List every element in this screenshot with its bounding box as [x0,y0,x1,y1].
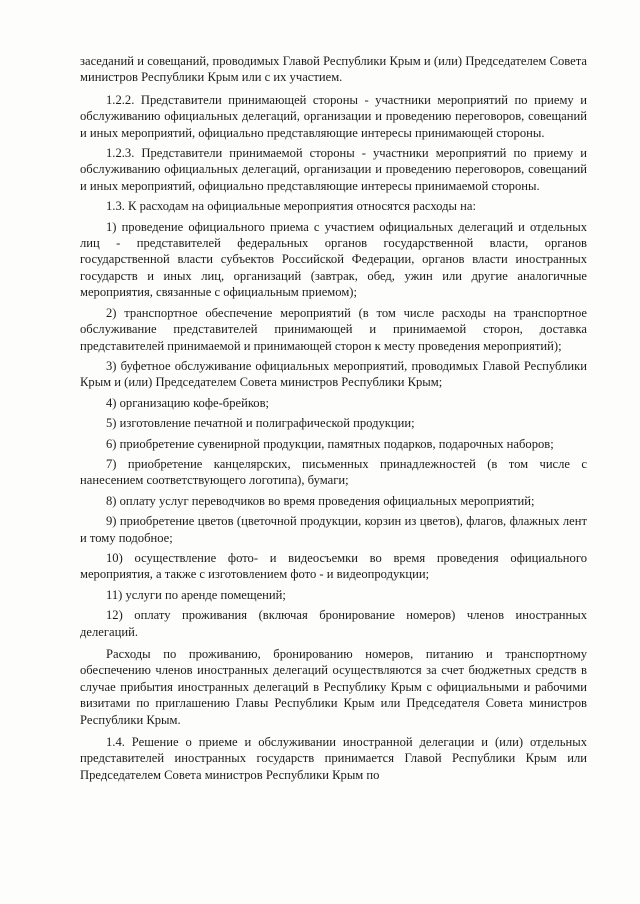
paragraph-1-2-2: 1.2.2. Представители принимающей стороны - участники мероприятий по приему и обслуживанию официальных делегаций, организации и проведению переговоров, совещаний и иных мероприятий, официально представляющие интересы принимающей стороны. [80,92,587,140]
list-item-11: 11) услуги по аренде помещений; [106,587,286,602]
paragraph-continuation: заседаний и совещаний, проводимых Главой Республики Крым и (или) Председателем Совета министров Республики Крым или с их участием. [80,54,587,85]
list-item-9: 9) приобретение цветов (цветочной продукции, корзин из цветов), флагов, флажных лент и тому подобное; [80,514,587,545]
list-item-3: 3) буфетное обслуживание официальных мероприятий, проводимых Главой Республики Крым и (или) Председателем Совета министров Республики Крым; [80,358,587,390]
paragraph-1-4: 1.4. Решение о приеме и обслуживании иностранной делегации и (или) отдельных представителей иностранных государств принимается Главой Республики Крым или Председателем Совета министров Республики Крым по [80,735,587,782]
list-item-1: 1) проведение официального приема с участием официальных делегаций и отдельных лиц - представителей федеральных органов государственной власти, органов государственной власти субъектов Российской Федерации, органов власти иностранных государств и иных лиц, организаций (завтрак, обед, ужин или другие аналогичные мероприятия, связанные с официальным приемом); [80,219,587,300]
list-item-6: 6) приобретение сувенирной продукции, памятных подарков, подарочных наборов; [106,436,554,451]
document-page [80,53,587,787]
paragraph-1-3: 1.3. К расходам на официальные мероприятия относятся расходы на: [106,199,476,214]
list-item-5: 5) изготовление печатной и полиграфической продукции; [106,416,415,431]
list-item-10: 10) осуществление фото- и видеосъемки во время проведения официального мероприятия, а также с изготовлением фото - и видеопродукции; [80,550,587,582]
paragraph-1-2-3: 1.2.3. Представители принимаемой стороны - участники мероприятий по приему и обслуживанию официальных делегаций, организации и проведению переговоров, совещаний и иных мероприятий, официально представляющие интересы принимаемой стороны. [80,146,587,193]
list-item-8: 8) оплату услуг переводчиков во время проведения официальных мероприятий; [106,493,535,508]
list-item-2: 2) транспортное обеспечение мероприятий (в том числе расходы на транспортное обслуживание представителей принимающей и принимаемой сторон, доставка представителей принимаемой и принимающей сторон к месту проведения мероприятий); [80,305,587,353]
list-item-4: 4) организацию кофе-брейков; [106,395,270,410]
list-item-7: 7) приобретение канцелярских, письменных принадлежностей (в том числе с нанесением соответствующего логотипа), бумаги; [80,456,587,488]
list-item-12: 12) оплату проживания (включая бронирование номеров) членов иностранных делегаций. [80,608,587,639]
paragraph-expenses: Расходы по проживанию, бронированию номеров, питанию и транспортному обеспечению членов иностранных делегаций осуществляются за счет бюджетных средств в случае прибытия иностранных делегаций в Республику Крым с официальными и рабочими визитами по приглашению Главы Республики Крым или Председателя Совета министров Республики Крым. [80,647,587,727]
